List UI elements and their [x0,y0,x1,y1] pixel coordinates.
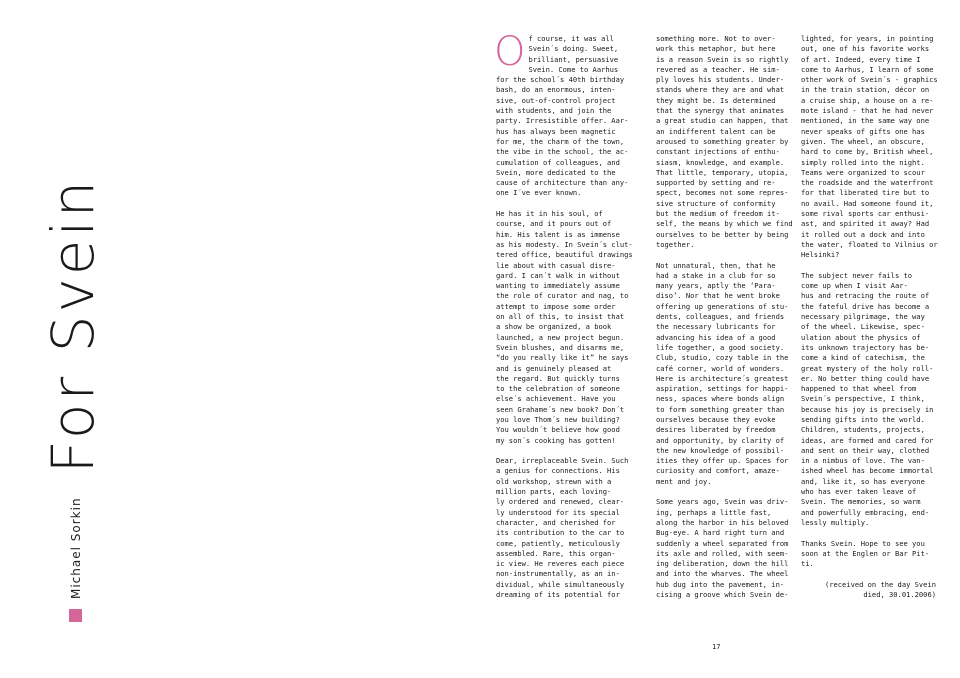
text-line: ideas, are formed and cared for [801,435,934,445]
text-line: you love Thom´s new building? [496,414,620,424]
text-line: its contribution to the car to [496,528,625,538]
text-line: with students, and join the [496,106,612,116]
text-line: advancing his idea of a good [656,332,776,342]
text-line: and, like it, so has everyone [801,476,925,486]
text-line: its axle and rolled, with seem- [656,548,789,558]
text-line: a cruise ship, a house on a re- [801,95,934,105]
text-line: never speaks of gifts one has [801,126,925,136]
text-line: f course, it was all [528,34,614,43]
text-line: course, and it pours out of [496,219,612,229]
text-column-3 [801,34,936,611]
text-line: ulation about the physics of [801,332,921,342]
text-line: Svein, more dedicated to the [496,167,616,177]
text-line: for that liberated tire but to [801,188,930,198]
paragraph [496,456,631,600]
text-line: ourselves because they evoke [656,414,776,424]
text-line: something more. Not to over- [656,34,776,43]
signature [801,580,936,601]
text-line: a show be organized, a book [496,322,612,332]
text-line: the regard. But quickly turns [496,373,620,383]
text-line: hus and retracing the route of [801,291,930,301]
text-line: The subject never fails to [801,270,913,280]
text-line: happened to that wheel from [801,384,917,394]
text-line: and into the wharves. The wheel [656,569,789,579]
text-line: lighted, for years, in pointing [801,34,934,43]
text-line: together. [656,239,695,249]
paragraph [801,539,936,570]
text-line: party. Irresistible offer. Aar- [496,116,629,126]
text-line: who has ever taken leave of [801,487,917,497]
text-line: the new knowledge of possibil- [656,445,785,455]
drop-cap: O [494,29,526,75]
text-line: mote island - that he had never [801,106,934,116]
text-line: cause of architecture than any- [496,178,629,188]
text-line: necessary pilgrimage, the way [801,312,925,322]
text-line: brilliant, persuasive [528,54,619,64]
text-line: sive structure of conformity [656,198,776,208]
text-line: Here is architecture´s greatest [656,373,789,383]
text-line: bash, do an enormous, inten- [496,85,616,95]
text-line: ourselves to be better by being [656,229,789,239]
text-line: to form something greater than [656,404,785,414]
text-line: stands where they are and what [656,85,785,95]
text-line: Helsinki? [801,250,840,260]
article-title: For Svein [39,177,107,474]
text-line: sending gifts into the world. [801,414,925,424]
text-column-1 [494,29,633,611]
text-line: supported by setting and re- [656,178,776,188]
text-line: diso’. Nor that he went broke [656,291,780,301]
text-line: out, one of his favorite works [801,44,930,54]
text-line: that the synergy that animates [656,106,785,116]
text-line: come to Aarhus, I learn of some [801,64,934,74]
text-line: the water, floated to Vilnius or [801,239,938,249]
text-line: siasm, knowledge, and example. [656,157,785,167]
text-line: ly ordered and renewed, clear- [496,497,625,507]
text-line: but the medium of freedom it- [656,209,780,219]
text-line: the fateful drive has become a [801,301,930,311]
text-line: assembled. Rare, this organ- [496,548,616,558]
text-line: dents, colleagues, and friends [656,312,785,322]
text-line: character, and cherished for [496,517,616,527]
text-line: work this metaphor, but here [656,44,776,54]
text-line: Bug-eye. A hard right turn and [656,528,785,538]
text-line: the necessary lubricants for [656,322,776,332]
text-line: dividual, while simultaneously [496,579,625,589]
text-line: er. No better thing could have [801,373,930,383]
text-line: desires liberated by freedom [656,425,776,435]
text-line: launched, a new project begun. [496,332,625,342]
text-line: Svein´s doing. Sweet, [528,44,619,54]
paragraph [496,209,631,446]
text-line: of the wheel. Likewise, spec- [801,322,925,332]
text-line: an indifferent talent can be [656,126,776,136]
text-line: its unknown trajectory has be- [801,342,930,352]
text-line: Children, students, projects, [801,425,925,435]
text-line: wanting to immediately assume [496,281,620,291]
text-line: Svein. Come to Aarhus [528,64,619,74]
side-title-block [0,0,140,678]
text-line: along the harbor in his beloved [656,517,789,527]
text-line: lessly multiply. [801,517,870,527]
text-line: Some years ago, Svein was driv- [656,497,789,507]
text-line: seen Grahame´s new book? Don´t [496,404,625,414]
text-line: lie about with casual disre- [496,260,616,270]
text-line: constant injections of enthu- [656,147,780,157]
text-line: That little, temporary, utopia, [656,167,789,177]
text-line: is a reason Svein is so rightly [656,54,789,64]
text-line: come a kind of catechism, the [801,353,925,363]
text-line: a great studio can happen, that [656,116,789,126]
text-line: Svein blushes, and disarms me, [496,342,625,352]
text-line: ities they offer up. Spaces for [656,456,789,466]
text-line: a genius for connections. His [496,466,620,476]
text-line: come, patiently, meticulously [496,538,620,548]
signature-line: (received on the day Svein [824,579,936,589]
text-line: to the celebration of someone [496,384,620,394]
paragraph [801,271,936,528]
text-line: on all of this, to insist that [496,312,625,322]
text-line: the role of curator and nag, to [496,291,629,301]
text-line: gard. I can´t walk in without [496,270,620,280]
text-line: ing deliberation, down the hill [656,559,789,569]
page-number: 17 [712,643,721,651]
text-line: self, the means by which we find [656,219,793,229]
text-line: and opportunity, by clarity of [656,435,785,445]
text-line: Not unnatural, then, that he [656,260,776,270]
text-line: and powerfully embracing, end- [801,507,930,517]
text-line: life together, a good society. [656,342,785,352]
author-name: Michael Sorkin [69,497,83,599]
text-line: attempt to impose some order [496,301,616,311]
text-line: ished wheel has become immortal [801,466,934,476]
text-line: million parts, each loving- [496,487,612,497]
text-line: and sent on their way, clothed [801,445,930,455]
text-line: for the school´s 40th birthday [496,75,625,85]
text-line: in a nimbus of love. The van- [801,456,925,466]
text-line: had a stake in a club for so [656,270,776,280]
text-line: of art. Indeed, every time I [801,54,921,64]
text-line: one I´ve ever known. [496,188,582,198]
paragraph [656,497,791,600]
paragraph [656,34,791,250]
text-line: mentioned, in the same way one [801,116,930,126]
text-line: him. His talent is as immense [496,229,620,239]
accent-square [69,609,82,622]
signature-line: died, 30.01.2006) [863,590,936,600]
text-line: dreaming of its potential for [496,590,620,600]
text-line: non-instrumentally, as an in- [496,569,620,579]
text-line: Teams were organized to scour [801,167,925,177]
text-line: other work of Svein´s - graphics [801,75,938,85]
text-line: the vibe in the school, the ac- [496,147,629,157]
text-line: cising a groove which Svein de- [656,590,789,600]
text-line: aroused to something greater by [656,136,789,146]
paragraph [656,261,791,488]
text-column-2 [656,34,791,611]
text-line: hub dug into the pavement, in- [656,579,785,589]
text-line: He has it in his soul, of [496,209,603,219]
text-line: old workshop, strewn with a [496,476,612,486]
text-line: “do you really like it” he says [496,353,629,363]
text-line: ly understood for its special [496,507,620,517]
text-line: tered office, beautiful drawings [496,250,633,260]
rotated-title [39,177,107,622]
text-line: spect, becomes not some repres- [656,188,789,198]
text-line: soon at the Englen or Bar Pit- [801,548,930,558]
text-line: cumulation of colleagues, and [496,157,620,167]
text-line: Svein´s perspective, I think, [801,394,925,404]
text-line: ment and joy. [656,476,712,486]
text-line: Svein. The memories, so warm [801,497,921,507]
text-line: my son´s cooking has gotten! [496,435,616,445]
text-line: hus has always been magnetic [496,126,616,136]
text-line: for me, the charm of the town, [496,136,625,146]
text-line: Club, studio, cozy table in the [656,353,789,363]
text-line: great mystery of the holy roll- [801,363,934,373]
text-line: no avail. Had someone found it, [801,198,934,208]
text-line: hard to come by, British wheel, [801,147,934,157]
text-line: come up when I visit Aar- [801,281,908,291]
text-line: simply rolled into the night. [801,157,925,167]
text-line: ing, perhaps a little fast, [656,507,772,517]
text-line: else´s achievement. Have you [496,394,616,404]
text-line: ti. [801,559,814,569]
text-line: because his joy is precisely in [801,404,934,414]
text-line: ic view. He reveres each piece [496,559,625,569]
text-line: and is genuinely pleased at [496,363,612,373]
text-line: given. The wheel, an obscure, [801,136,925,146]
text-line: Thanks Svein. Hope to see you [801,538,925,548]
text-line: curiosity and comfort, amaze- [656,466,780,476]
text-line: aspiration, settings for happi- [656,384,789,394]
text-line: café corner, world of wonders. [656,363,785,373]
text-line: some rival sports car enthusi- [801,209,930,219]
text-line: offering up generations of stu- [656,301,789,311]
text-line: You wouldn´t believe how good [496,425,620,435]
paragraph [494,29,631,199]
text-line: ness, spaces where bonds align [656,394,785,404]
text-line: Dear, irreplaceable Svein. Such [496,456,629,466]
text-line: many years, aptly the ‘Para- [656,281,776,291]
text-line: sive, out-of-control project [496,95,616,105]
text-line: ply loves his students. Under- [656,75,785,85]
text-line: in the train station, décor on [801,85,930,95]
text-line: they might be. Is determined [656,95,776,105]
text-line: as his modesty. In Svein´s clut- [496,239,633,249]
text-line: revered as a teacher. He sim- [656,64,780,74]
paragraph [801,34,936,261]
text-line: suddenly a wheel separated from [656,538,789,548]
text-line: the roadside and the waterfront [801,178,934,188]
text-line: it rolled out a dock and into [801,229,925,239]
text-line: ast, and spirited it away? Had [801,219,930,229]
